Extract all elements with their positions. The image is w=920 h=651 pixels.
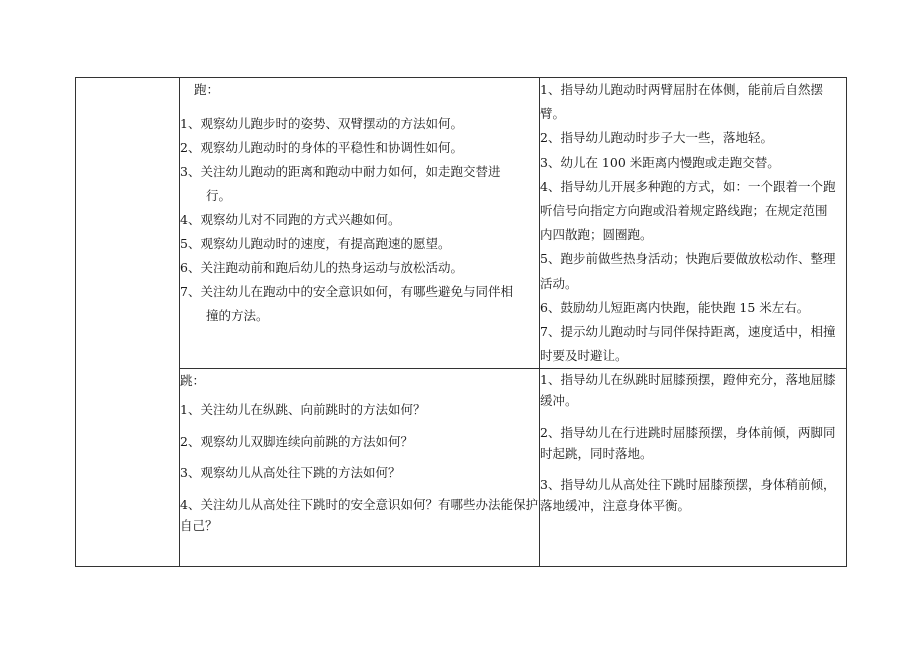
jumping-guidance-item: 3、指导幼儿从高处往下跳时屈膝预摆，身体稍前倾，落地缓冲，注意身体平衡。 <box>540 477 836 514</box>
running-observation-cell <box>180 78 540 369</box>
running-observation-item: 1、观察幼儿跑步时的姿势、双臂摆动的方法如何。 <box>180 116 463 131</box>
running-guidance-item: 4、指导幼儿开展多种跑的方式，如：一个跟着一个跑 <box>540 178 836 194</box>
table-row-jumping <box>76 369 847 567</box>
jumping-observation-item: 2、观察幼儿双脚连续向前跳的方法如何？ <box>180 433 413 449</box>
jumping-observation-cell <box>180 369 540 567</box>
running-observation-item: 撞的方法。 <box>206 308 269 323</box>
running-guidance-item: 2、指导幼儿跑动时步子大一些，落地轻。 <box>540 130 773 146</box>
running-guidance-item: 时要及时避让。 <box>540 348 628 364</box>
running-guidance-item: 5、跑步前做些热身活动；快跑后要做放松动作、整理 <box>540 251 836 267</box>
running-observation-item: 7、关注幼儿在跑动中的安全意识如何，有哪些避免与同伴相 <box>180 284 513 299</box>
running-observation-item: 3、关注幼儿跑动的距离和跑动中耐力如何，如走跑交替进 <box>180 164 501 179</box>
running-guidance-item: 内四散跑；圆圈跑。 <box>540 227 653 243</box>
running-guidance-item: 活动。 <box>540 275 578 291</box>
jumping-observation-item: 3、观察幼儿从高处往下跳的方法如何？ <box>180 465 401 481</box>
running-guidance-item: 6、鼓励幼儿短距离内快跑，能快跑 15 米左右。 <box>540 299 810 315</box>
running-observation-item: 4、观察幼儿对不同跑的方式兴趣如何。 <box>180 212 401 227</box>
running-guidance-item: 7、提示幼儿跑动时与同伴保持距离，速度适中，相撞 <box>540 324 836 340</box>
jumping-guidance-cell <box>540 369 847 567</box>
jumping-guidance-item: 2、指导幼儿在行进跳时屈膝预摆，身体前倾，两脚同时起跳，同时落地。 <box>540 424 836 461</box>
table-row-running <box>76 78 847 369</box>
running-observation-item: 行。 <box>206 188 232 203</box>
running-guidance-item: 1、指导幼儿跑动时两臂屈肘在体侧，能前后自然摆臂。 <box>540 82 823 122</box>
activity-table <box>75 77 847 567</box>
jumping-guidance-item: 1、指导幼儿在纵跳时屈膝预摆，蹬伸充分，落地屈膝缓冲。 <box>540 372 836 409</box>
running-guidance-item: 听信号向指定方向跑或沿着规定路线跑；在规定范围 <box>540 203 828 219</box>
running-observation-item: 2、观察幼儿跑动时的身体的平稳性和协调性如何。 <box>180 140 463 155</box>
jumping-observation-item: 1、关注幼儿在纵跳、向前跳时的方法如何？ <box>180 402 426 418</box>
running-guidance-cell <box>540 78 847 369</box>
running-heading: 跑： <box>194 82 220 97</box>
running-observation-item: 5、观察幼儿跑动时的速度，有提高跑速的愿望。 <box>180 236 451 251</box>
jumping-observation-item: 4、关注幼儿从高处往下跳时的安全意识如何？有哪些办法能保护自己？ <box>180 496 538 533</box>
running-observation-item: 6、关注跑动前和跑后幼儿的热身运动与放松活动。 <box>180 260 463 275</box>
running-guidance-item: 3、幼儿在 100 米距离内慢跑或走跑交替。 <box>540 154 780 170</box>
label-cell-empty <box>76 78 180 567</box>
jumping-heading: 跳： <box>180 373 206 389</box>
